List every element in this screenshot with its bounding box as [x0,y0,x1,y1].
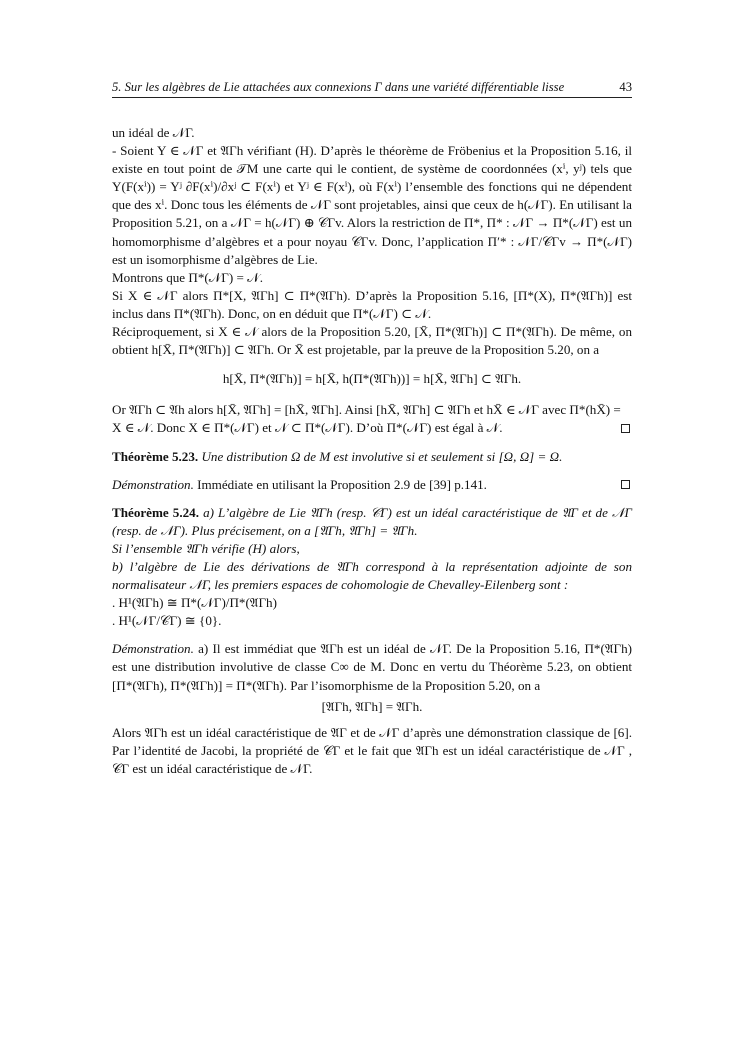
running-header [112,79,632,98]
page-number: 43 [619,80,632,94]
paragraph-donc: X ∈ 𝒩. Donc X ∈ Π*(𝒩Γ) et 𝒩 ⊂ Π*(𝒩Γ). D’où Π*(𝒩Γ) est égal à 𝒩. [112,420,503,436]
theorem-5-24-label: Théorème 5.24. [112,504,199,520]
qed-line-1 [112,419,632,437]
paragraph-ideal: un idéal de 𝒩Γ. [112,125,195,140]
proof-5-24-label: Démonstration. [112,641,194,657]
theorem-5-23-statement: Une distribution Ω de M est involutive si et seulement si [Ω, Ω] = Ω. [201,448,563,464]
paragraph-or: Or 𝔄Γh ⊂ 𝔄h alors h[X̄, 𝔄Γh] = [hX̄, 𝔄Γh]. Ainsi [hX̄, 𝔄Γh] ⊂ 𝔄Γh et hX̄ ∈ 𝒩Γ avec Π*(hX̄) = [112,402,621,418]
display-equation-2: [𝔄Γh, 𝔄Γh] = 𝔄Γh. [321,698,423,714]
theorem-5-23-label: Théorème 5.23. [112,448,199,464]
display-equation-1: h[X̄, Π*(𝔄Γh)] = h[X̄, h(Π*(𝔄Γh))] = h[X̄, 𝔄Γh] ⊂ 𝔄Γh. [222,371,522,387]
paragraph-si-x: Si X ∈ 𝒩Γ alors Π*[X, 𝔄Γh] ⊂ Π*(𝔄Γh). D’après la Proposition 5.16, [Π*(X), Π*(𝔄Γh)] est inclus dans Π*(𝔄Γh). Donc, on en déduit que Π*(𝒩Γ) ⊂ 𝒩. [112,287,632,321]
page [112,79,632,778]
theorem-5-24-part-b: b) l’algèbre de Lie des dérivations de 𝔄Γh correspond à la représentation adjointe de son normalisateur 𝒩Γ, les premiers espaces de cohomologie de Chevalley-Eilenberg sont : [112,558,632,593]
proof-5-23 [112,476,632,494]
theorem-5-24-cohomology-1: . H¹(𝔄Γh) ≅ Π*(𝒩Γ)/Π*(𝔄Γh) [112,595,277,611]
theorem-5-23 [112,448,632,466]
header-title: 5. Sur les algèbres de Lie attachées aux connexions Γ dans une variété différentiable lisse [112,80,565,94]
theorem-5-24-part-a: a) L’algèbre de Lie 𝔄Γh (resp. 𝒞Γ) est un idéal caractéristique de 𝔄Γ et de 𝒩Γ (resp. de 𝒩Γ). Plus précisement, on a [𝔄Γh, 𝔄Γh] = 𝔄Γh. [112,504,632,538]
qed-square-icon [621,480,630,489]
proof-5-24-text: a) Il est immédiat que 𝔄Γh est un idéal de 𝒩Γ. De la Proposition 5.16, Π*(𝔄Γh) est une distribution involutive de classe C∞ de M. Donc en vertu du Théorème 5.23, on obtient [Π*(𝔄Γh), Π*(𝔄Γh)] = Π*(𝔄Γh). Par l’isomorphisme de la Proposition 5.20, on a [112,641,632,693]
theorem-5-24-hypothesis: Si l’ensemble 𝔄Γh vérifie (H) alors, [112,540,300,556]
proof-5-24 [112,640,632,694]
proof-5-23-label: Démonstration. [112,476,194,492]
proof-5-24-closing: Alors 𝔄Γh est un idéal caractéristique de 𝔄Γ et de 𝒩Γ d’après une démonstration classique de [6]. Par l’identité de Jacobi, la propriété de 𝒞Γ et le fait que 𝔄Γh est un idéal caractéristique de 𝒩Γ , 𝒞Γ est un idéal caractéristique de 𝒩Γ. [112,724,632,776]
theorem-5-24 [112,504,632,631]
theorem-5-24-cohomology-2: . H¹(𝒩Γ/𝒞Γ) ≅ {0}. [112,613,222,629]
paragraph-reciproquement: Réciproquement, si X ∈ 𝒩 alors de la Proposition 5.20, [X̄, Π*(𝔄Γh)] ⊂ Π*(𝔄Γh). De même, on obtient h[X̄, Π*(𝔄Γh)] ⊂ 𝔄Γh. Or X̄ est projetable, par la preuve de la Proposition 5.20, on a [112,324,632,358]
paragraph-soient: - Soient Y ∈ 𝒩Γ et 𝔄Γh vérifiant (H). D’après le théorème de Fröbenius et la Proposition 5.16, il existe en tout point de 𝒯M une carte qui le contient, de système de coordonnées (xⁱ, yʲ) tels que Y(F(xⁱ)) = Yʲ ∂F(xⁱ)/∂xʲ ⊂ F(xⁱ) et Yʲ ∈ F(xⁱ), où F(xⁱ) l’ensemble des fonctions qui ne dépendent que des xⁱ. Donc tous les éléments de 𝒩Γ sont projetables, ainsi que ceux de h(𝒩Γ). En utilisant la Proposition 5.21, on a 𝒩Γ = h(𝒩Γ) ⊕ 𝒞Γv. Alors la restriction de Π*, Π* : 𝒩Γ → Π*(𝒩Γ) est un homomorphisme d’algèbres et a pour noyau 𝒞Γv. Donc, l’application Π′* : 𝒩Γ/𝒞Γv → Π*(𝒩Γ) est un isomorphisme d’algèbres de Lie. [112,143,632,267]
paragraph-montrons: Montrons que Π*(𝒩Γ) = 𝒩. [112,269,263,285]
proof-5-23-text: Immédiate en utilisant la Proposition 2.9 de [39] p.141. [197,476,487,492]
page-body [112,124,632,778]
qed-square-icon [621,424,630,433]
